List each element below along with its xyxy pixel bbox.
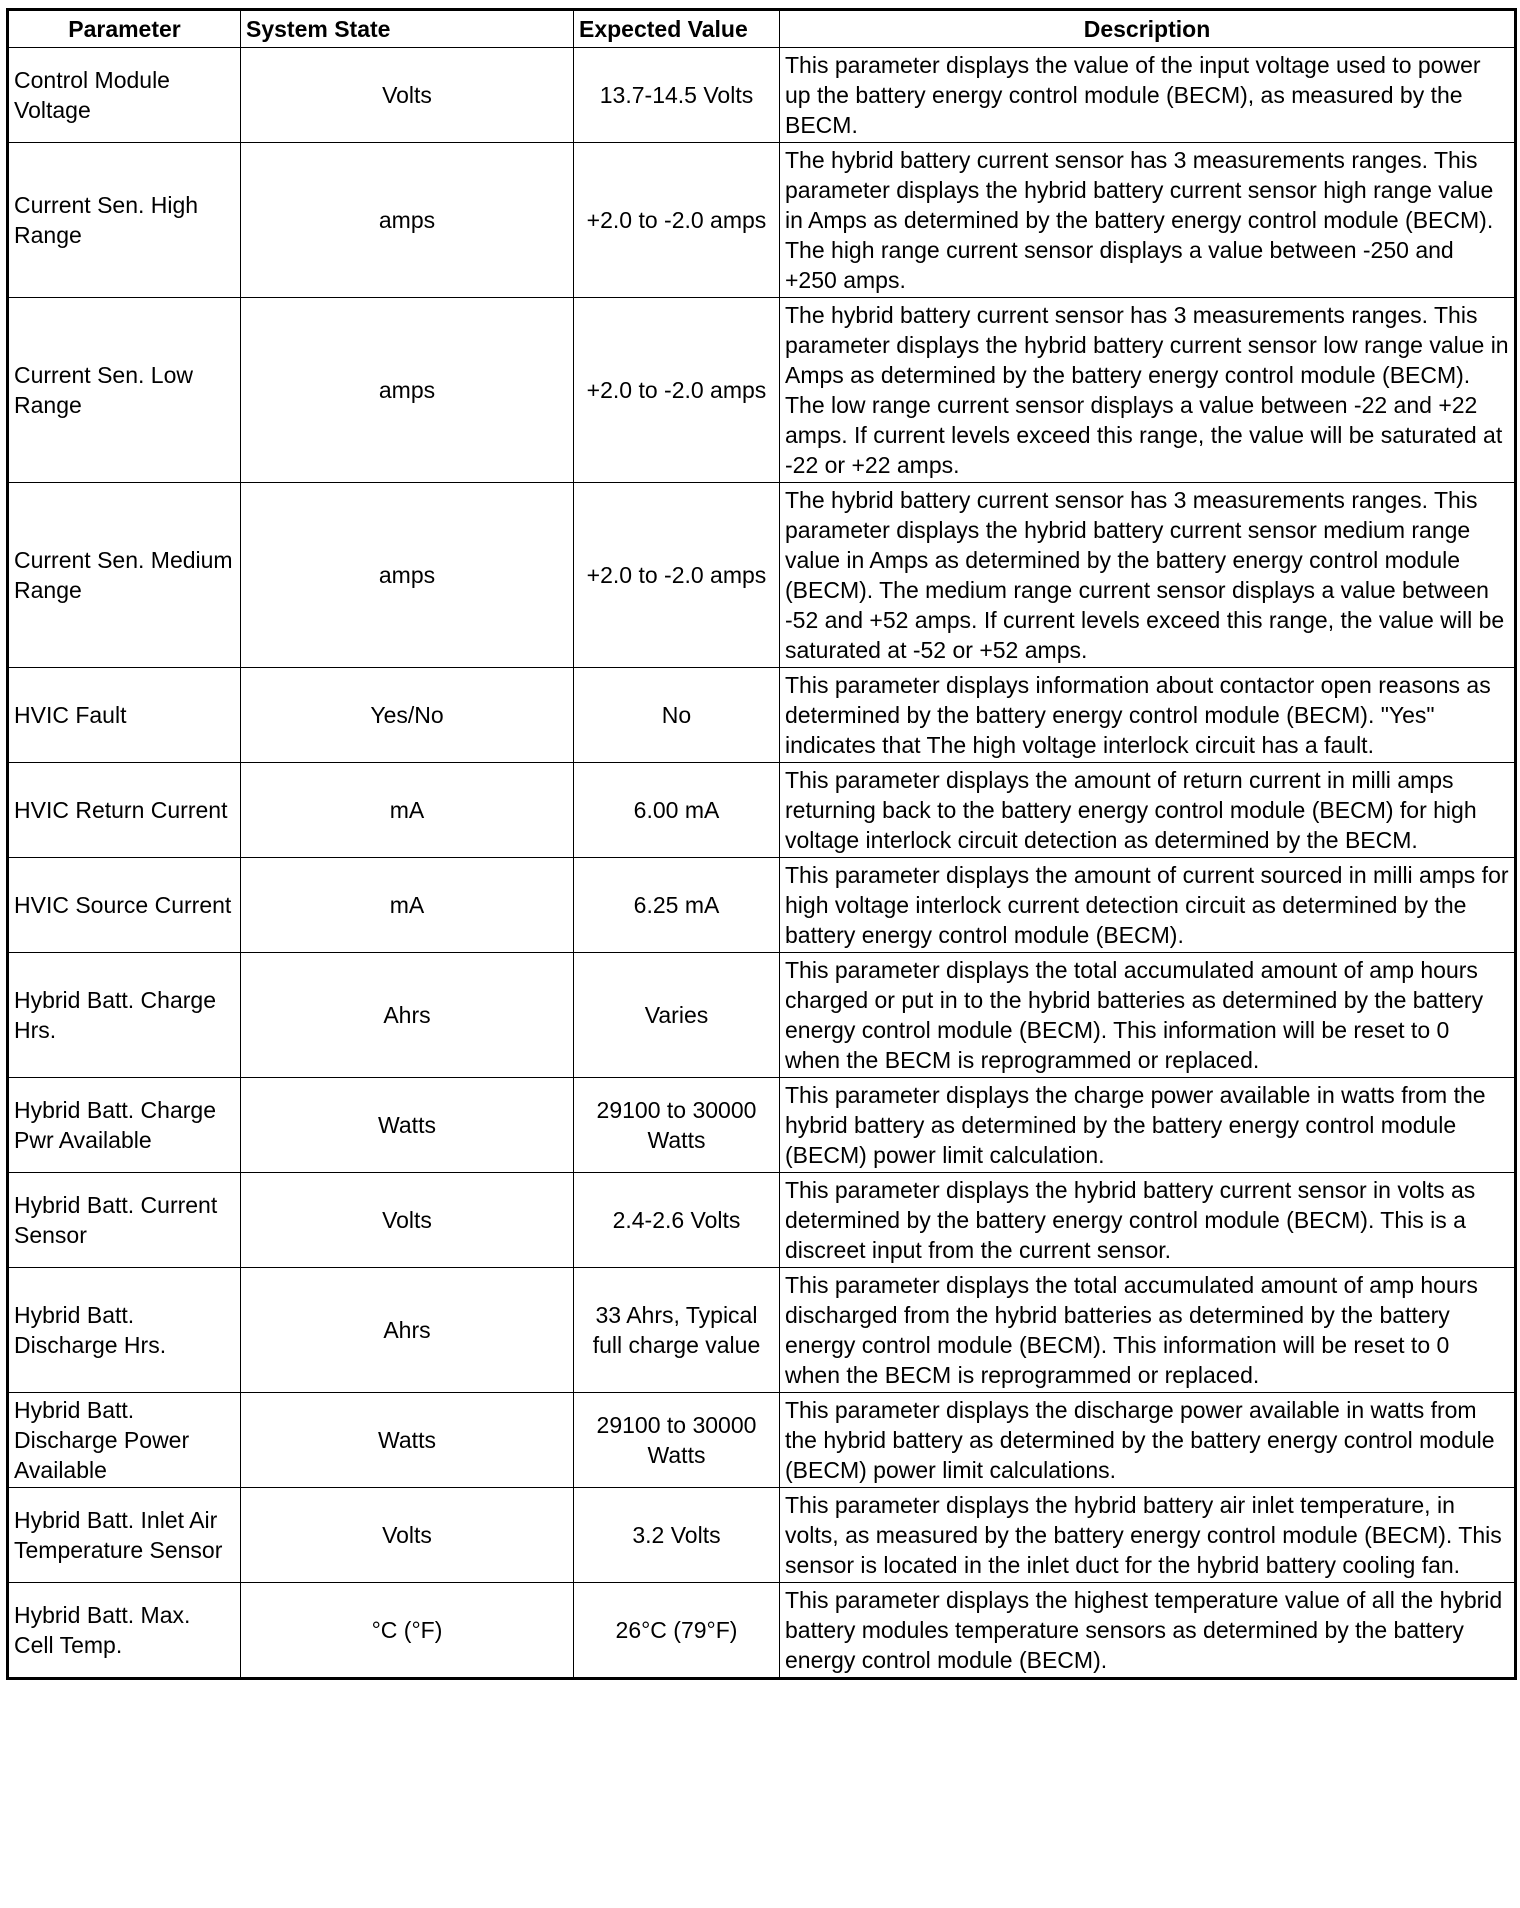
cell-description: The hybrid battery current sensor has 3 measurements ranges. This parameter displays the hybrid battery current sensor high range value in Amps as determined by the battery energy control module (BECM). The high range current sensor displays a value between -250 and +250 amps. [780, 143, 1516, 298]
cell-parameter: Hybrid Batt. Discharge Hrs. [8, 1268, 241, 1393]
cell-expected-value: 33 Ahrs, Typical full charge value [574, 1268, 780, 1393]
cell-parameter: Hybrid Batt. Max. Cell Temp. [8, 1583, 241, 1679]
cell-system-state: Ahrs [241, 953, 574, 1078]
header-row [8, 10, 1516, 48]
cell-expected-value: 13.7-14.5 Volts [574, 48, 780, 143]
cell-description: This parameter displays the amount of return current in milli amps returning back to the battery energy control module (BECM) for high voltage interlock circuit detection as determined by the BECM. [780, 763, 1516, 858]
cell-expected-value: 26°C (79°F) [574, 1583, 780, 1679]
cell-expected-value: 2.4-2.6 Volts [574, 1173, 780, 1268]
cell-system-state: Yes/No [241, 668, 574, 763]
cell-expected-value: 3.2 Volts [574, 1488, 780, 1583]
cell-parameter: Current Sen. High Range [8, 143, 241, 298]
cell-system-state: Watts [241, 1078, 574, 1173]
cell-description: This parameter displays the charge power available in watts from the hybrid battery as determined by the battery energy control module (BECM) power limit calculation. [780, 1078, 1516, 1173]
cell-system-state: amps [241, 298, 574, 483]
cell-system-state: mA [241, 763, 574, 858]
header-description: Description [780, 10, 1516, 48]
table-row [8, 858, 1516, 953]
cell-description: This parameter displays information about contactor open reasons as determined by the battery energy control module (BECM). "Yes" indicates that The high voltage interlock circuit has a fault. [780, 668, 1516, 763]
header-expected-value: Expected Value [574, 10, 780, 48]
cell-expected-value: Varies [574, 953, 780, 1078]
cell-system-state: Watts [241, 1393, 574, 1488]
cell-parameter: Current Sen. Medium Range [8, 483, 241, 668]
cell-system-state: Volts [241, 1488, 574, 1583]
cell-expected-value: 6.25 mA [574, 858, 780, 953]
table-row [8, 953, 1516, 1078]
cell-parameter: HVIC Source Current [8, 858, 241, 953]
cell-system-state: °C (°F) [241, 1583, 574, 1679]
table-row [8, 1268, 1516, 1393]
cell-description: This parameter displays the total accumulated amount of amp hours discharged from the hybrid batteries as determined by the battery energy control module (BECM). This information will be reset to 0 when the BECM is reprogrammed or replaced. [780, 1268, 1516, 1393]
table-row [8, 48, 1516, 143]
table-row [8, 668, 1516, 763]
cell-parameter: Hybrid Batt. Charge Pwr Available [8, 1078, 241, 1173]
cell-expected-value: +2.0 to -2.0 amps [574, 483, 780, 668]
cell-expected-value: No [574, 668, 780, 763]
cell-description: This parameter displays the value of the input voltage used to power up the battery energy control module (BECM), as measured by the BECM. [780, 48, 1516, 143]
cell-parameter: HVIC Return Current [8, 763, 241, 858]
table-row [8, 298, 1516, 483]
cell-system-state: amps [241, 483, 574, 668]
cell-description: This parameter displays the hybrid battery air inlet temperature, in volts, as measured by the battery energy control module (BECM). This sensor is located in the inlet duct for the hybrid battery cooling fan. [780, 1488, 1516, 1583]
header-parameter: Parameter [8, 10, 241, 48]
table-row [8, 1488, 1516, 1583]
cell-description: This parameter displays the highest temperature value of all the hybrid battery modules temperature sensors as determined by the battery energy control module (BECM). [780, 1583, 1516, 1679]
cell-parameter: Current Sen. Low Range [8, 298, 241, 483]
header-system-state: System State [241, 10, 574, 48]
cell-system-state: Volts [241, 48, 574, 143]
table-row [8, 1583, 1516, 1679]
cell-description: This parameter displays the total accumulated amount of amp hours charged or put in to the hybrid batteries as determined by the battery energy control module (BECM). This information will be reset to 0 when the BECM is reprogrammed or replaced. [780, 953, 1516, 1078]
cell-parameter: Control Module Voltage [8, 48, 241, 143]
cell-description: The hybrid battery current sensor has 3 measurements ranges. This parameter displays the hybrid battery current sensor low range value in Amps as determined by the battery energy control module (BECM). The low range current sensor displays a value between -22 and +22 amps. If current levels exceed this range, the value will be saturated at -22 or +22 amps. [780, 298, 1516, 483]
cell-parameter: Hybrid Batt. Charge Hrs. [8, 953, 241, 1078]
cell-expected-value: 6.00 mA [574, 763, 780, 858]
cell-parameter: Hybrid Batt. Current Sensor [8, 1173, 241, 1268]
table-row [8, 1078, 1516, 1173]
cell-expected-value: 29100 to 30000 Watts [574, 1393, 780, 1488]
cell-description: This parameter displays the hybrid battery current sensor in volts as determined by the battery energy control module (BECM). This is a discreet input from the current sensor. [780, 1173, 1516, 1268]
cell-expected-value: +2.0 to -2.0 amps [574, 298, 780, 483]
cell-parameter: Hybrid Batt. Discharge Power Available [8, 1393, 241, 1488]
table-row [8, 763, 1516, 858]
cell-expected-value: 29100 to 30000 Watts [574, 1078, 780, 1173]
cell-parameter: HVIC Fault [8, 668, 241, 763]
parameter-table [6, 8, 1517, 1680]
table-row [8, 1393, 1516, 1488]
cell-description: The hybrid battery current sensor has 3 measurements ranges. This parameter displays the hybrid battery current sensor medium range value in Amps as determined by the battery energy control module (BECM). The medium range current sensor displays a value between -52 and +52 amps. If current levels exceed this range, the value will be saturated at -52 or +52 amps. [780, 483, 1516, 668]
table-row [8, 483, 1516, 668]
table-row [8, 143, 1516, 298]
table-row [8, 1173, 1516, 1268]
cell-description: This parameter displays the amount of current sourced in milli amps for high voltage interlock current detection circuit as determined by the battery energy control module (BECM). [780, 858, 1516, 953]
cell-parameter: Hybrid Batt. Inlet Air Temperature Sensor [8, 1488, 241, 1583]
cell-system-state: Ahrs [241, 1268, 574, 1393]
cell-expected-value: +2.0 to -2.0 amps [574, 143, 780, 298]
cell-system-state: amps [241, 143, 574, 298]
cell-system-state: mA [241, 858, 574, 953]
cell-description: This parameter displays the discharge power available in watts from the hybrid battery as determined by the battery energy control module (BECM) power limit calculations. [780, 1393, 1516, 1488]
cell-system-state: Volts [241, 1173, 574, 1268]
